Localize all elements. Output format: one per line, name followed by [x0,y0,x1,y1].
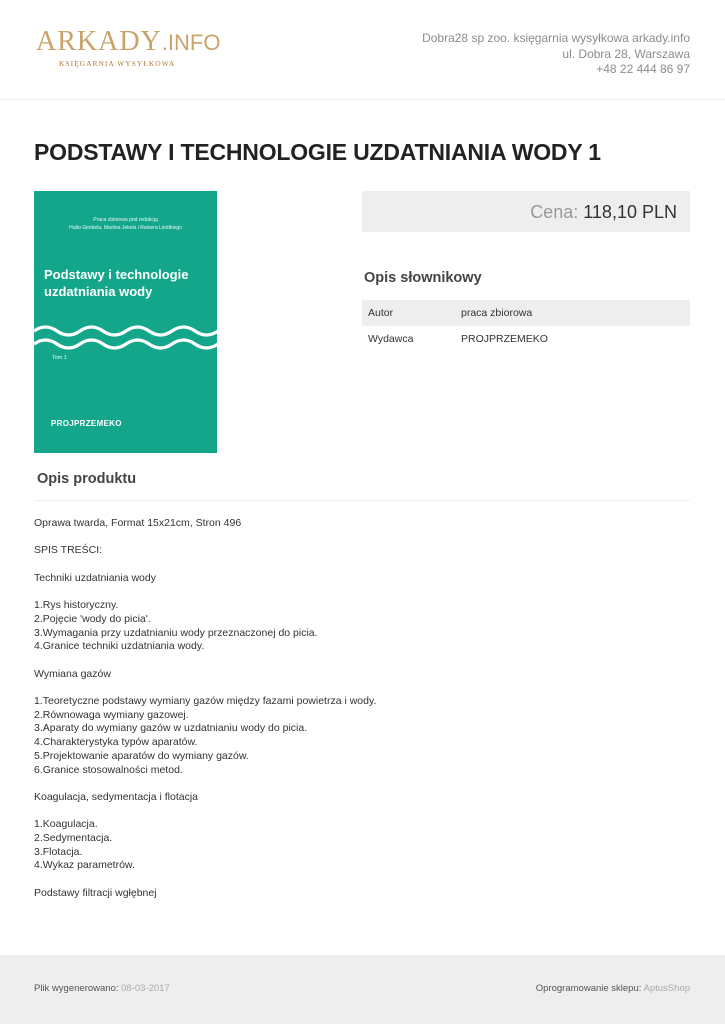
table-row [362,326,690,352]
page-header [0,0,725,100]
generated-label: Plik wygenerowano: [34,983,119,994]
description-line: 1.Teoretyczne podstawy wymiany gazów między fazami powietrza i wody. [34,695,377,708]
description-line: Koagulacja, sedymentacja i flotacja [34,790,199,803]
section-divider [34,500,690,501]
company-info [422,31,690,78]
price [530,202,677,223]
description-line: 2.Sedymentacja. [34,832,113,845]
description-line: 1.Rys historyczny. [34,599,119,612]
description-line: 1.Koagulacja. [34,818,98,831]
description-line: Techniki uzdatniania wody [34,571,156,584]
description-paragraph [34,599,690,654]
publisher-value: PROJPRZEMEKO [461,333,548,345]
logo-main-text: ARKADY [36,26,162,57]
price-value: 118,10 PLN [583,202,677,222]
dictionary-title: Opis słownikowy [364,270,482,286]
description-line: Wymiana gazów [34,667,111,680]
description-paragraph [34,517,690,531]
description-line: SPIS TREŚCI: [34,544,103,557]
company-address: ul. Dobra 28, Warszawa [562,46,690,61]
cover-title [44,266,188,300]
author-value: praca zbiorowa [461,300,690,326]
logo-wordmark [36,28,220,57]
cover-title-line: Podstawy i technologie [44,267,189,282]
description-paragraph [34,544,690,558]
description-paragraph [34,887,690,901]
cover-publisher: PROJPRZEMEKO [51,419,122,428]
cover-waves-graphic [34,323,217,357]
cover-title-line: uzdatniania wody [44,284,153,299]
description-line: 2.Równowaga wymiany gazowej. [34,708,189,721]
description-paragraph [34,818,690,873]
software-label: Oprogramowanie sklepu: [535,983,642,994]
description-line: 4.Granice techniki uzdatniania wody. [34,640,205,653]
description-paragraph [34,695,690,777]
description-line: Podstawy filtracji wgłębnej [34,886,157,899]
description-line: 4.Charakterystyka typów aparatów. [34,736,198,749]
store-logo[interactable] [36,28,220,68]
cover-editors-line: Hutto Gimbela, Martina Jekela i Rainera Liedtkiego [69,225,182,231]
description-line: 3.Aparaty do wymiany gazów w uzdatnianiu wody do picia. [34,722,308,735]
author-label: Autor [362,300,461,326]
software-info [536,983,690,994]
description-line: Oprawa twarda, Format 15x21cm, Stron 496 [34,517,242,529]
description-line: 3.Flotacja. [34,845,83,858]
page-footer [0,955,725,1024]
description-line: 3.Wymagania przy uzdatnianiu wody przeznaczonej do picia. [34,626,318,639]
description-line: 4.Wykaz parametrów. [34,859,135,872]
description-line: 2.Pojęcie 'wody do picia'. [34,612,151,625]
company-name: Dobra28 sp zoo. księgarnia wysyłkowa arkady.info [422,31,690,45]
cover-editors [34,216,217,232]
description-paragraph [34,572,690,586]
publisher-label: Wydawca [368,333,414,345]
software-link[interactable]: AptusShop [643,983,690,994]
description-paragraph [34,668,690,682]
description-line: 6.Granice stosowalności metod. [34,763,183,776]
cover-editors-line: Praca zbiorowa pod redakcją [93,217,158,223]
generated-info [34,983,170,994]
product-description [34,517,690,914]
description-title: Opis produktu [37,471,137,487]
price-box [362,191,690,232]
book-cover-image [34,191,217,453]
logo-suffix-text: .INFO [161,30,221,55]
description-paragraph [34,791,690,805]
description-line: 5.Projektowanie aparatów do wymiany gazów. [34,749,249,762]
cover-volume: Tom 1 [52,355,67,361]
dictionary-table [362,300,690,352]
table-row [362,300,690,326]
product-title: PODSTAWY I TECHNOLOGIE UZDATNIANIA WODY 1 [34,139,601,165]
logo-tagline: KSIĘGARNIA WYSYŁKOWA [59,59,176,68]
generated-date: 08-03-2017 [121,983,170,994]
company-phone: +48 22 444 86 97 [596,62,690,76]
price-label: Cena: [530,202,579,222]
